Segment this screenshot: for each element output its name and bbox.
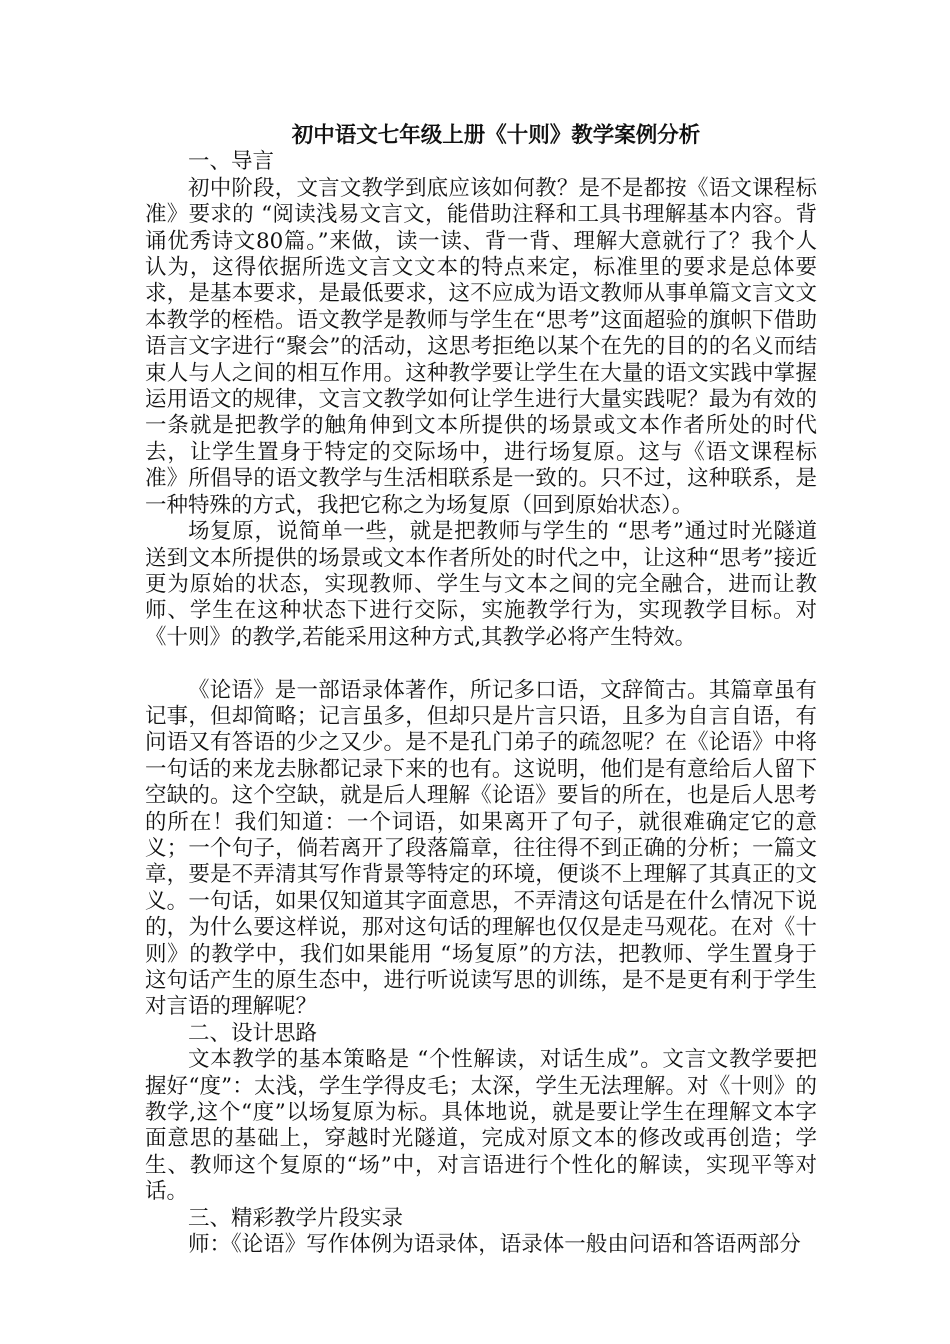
paragraph: 《论语》是一部语录体著作，所记多口语，文辞简古。其篇章虽有记事，但却简略；记言虽多，但却只是片言只语，且多为自言自语，有问语又有答语的少之又少。是不是孔门弟子的疏忽呢？在《论语》中将一句话的来龙去脉都记录下来的也有。这说明，他们是有意给后人留下空缺的。这个空缺，就是后人理解《论语》要旨的所在，也是后人思考的所在！我们知道：一个词语，如果离开了句子，就很难确定它的意义；一个句子，倘若离开了段落篇章，往往得不到正确的分析；一篇文章，要是不弄清其写作背景等特定的环境，便谈不上理解了其真正的文义。一句话，如果仅知道其字面意思，不弄清这句话是在什么情况下说的，为什么要这样说，那对这句话的理解也仅仅是走马观花。在对《十则》的教学中，我们如果能用 “场复原”的方法，把教师、学生置身于这句话产生的原生态中，进行听说读写思的训练，是不是更有利于学生对言语的理解呢？ xyxy=(145,677,817,1020)
section-heading-intro: 一、导言 xyxy=(188,149,275,175)
paragraph: 场复原，说简单一些，就是把教师与学生的 “思考”通过时光隧道送到文本所提供的场景或文本作者所处的时代之中，让这种“思考”接近更为原始的状态，实现教师、学生与文本之间的完全融合，进而让教师、学生在这种状态下进行交际，实施教学行为，实现教学目标。对《十则》的教学,若能采用这种方式,其教学必将产生特效。 xyxy=(145,519,817,650)
section-heading-transcript: 三、精彩教学片段实录 xyxy=(188,1205,404,1231)
document-body xyxy=(145,123,817,1258)
section-heading-design: 二、设计思路 xyxy=(188,1020,318,1046)
paragraph: 师：《论语》写作体例为语录体，语录体一般由问语和答语两部分 xyxy=(188,1232,801,1258)
paragraph: 文本教学的基本策略是 “个性解读，对话生成”。文言文教学要把握好“度”：太浅，学生学得皮毛；太深，学生无法理解。对《十则》的教学,这个“度”以场复原为标。具体地说，就是要让学生在理解文本字面意思的基础上，穿越时光隧道，完成对原文本的修改或再创造；学生、教师这个复原的“场”中，对言语进行个性化的解读，实现平等对话。 xyxy=(145,1047,817,1205)
paragraph: 初中阶段，文言文教学到底应该如何教？是不是都按《语文课程标准》要求的 “阅读浅易文言文，能借助注释和工具书理解基本内容。背诵优秀诗文80篇。”来做，读一读、背一背、理解大意就行了？我个人认为，这得依据所选文言文文本的特点来定，标准里的要求是总体要求，是基本要求，是最低要求，这不应成为语文教师从事单篇文言文文本教学的桎梏。语文教学是教师与学生在“思考”这面超验的旗帜下借助语言文字进行“聚会”的活动，这思考拒绝以某个在先的目的的名义而结束人与人之间的相互作用。这种教学要让学生在大量的语文实践中掌握运用语文的规律，文言文教学如何让学生进行大量实践呢？最为有效的一条就是把教学的触角伸到文本所提供的场景或文本作者所处的时代去，让学生置身于特定的交际场中，进行场复原。这与《语文课程标准》所倡导的语文教学与生活相联系是一致的。只不过，这种联系，是一种特殊的方式，我把它称之为场复原（回到原始状态）。 xyxy=(145,175,817,518)
document-title: 初中语文七年级上册《十则》教学案例分析 xyxy=(291,123,701,148)
blank-line xyxy=(145,651,817,677)
